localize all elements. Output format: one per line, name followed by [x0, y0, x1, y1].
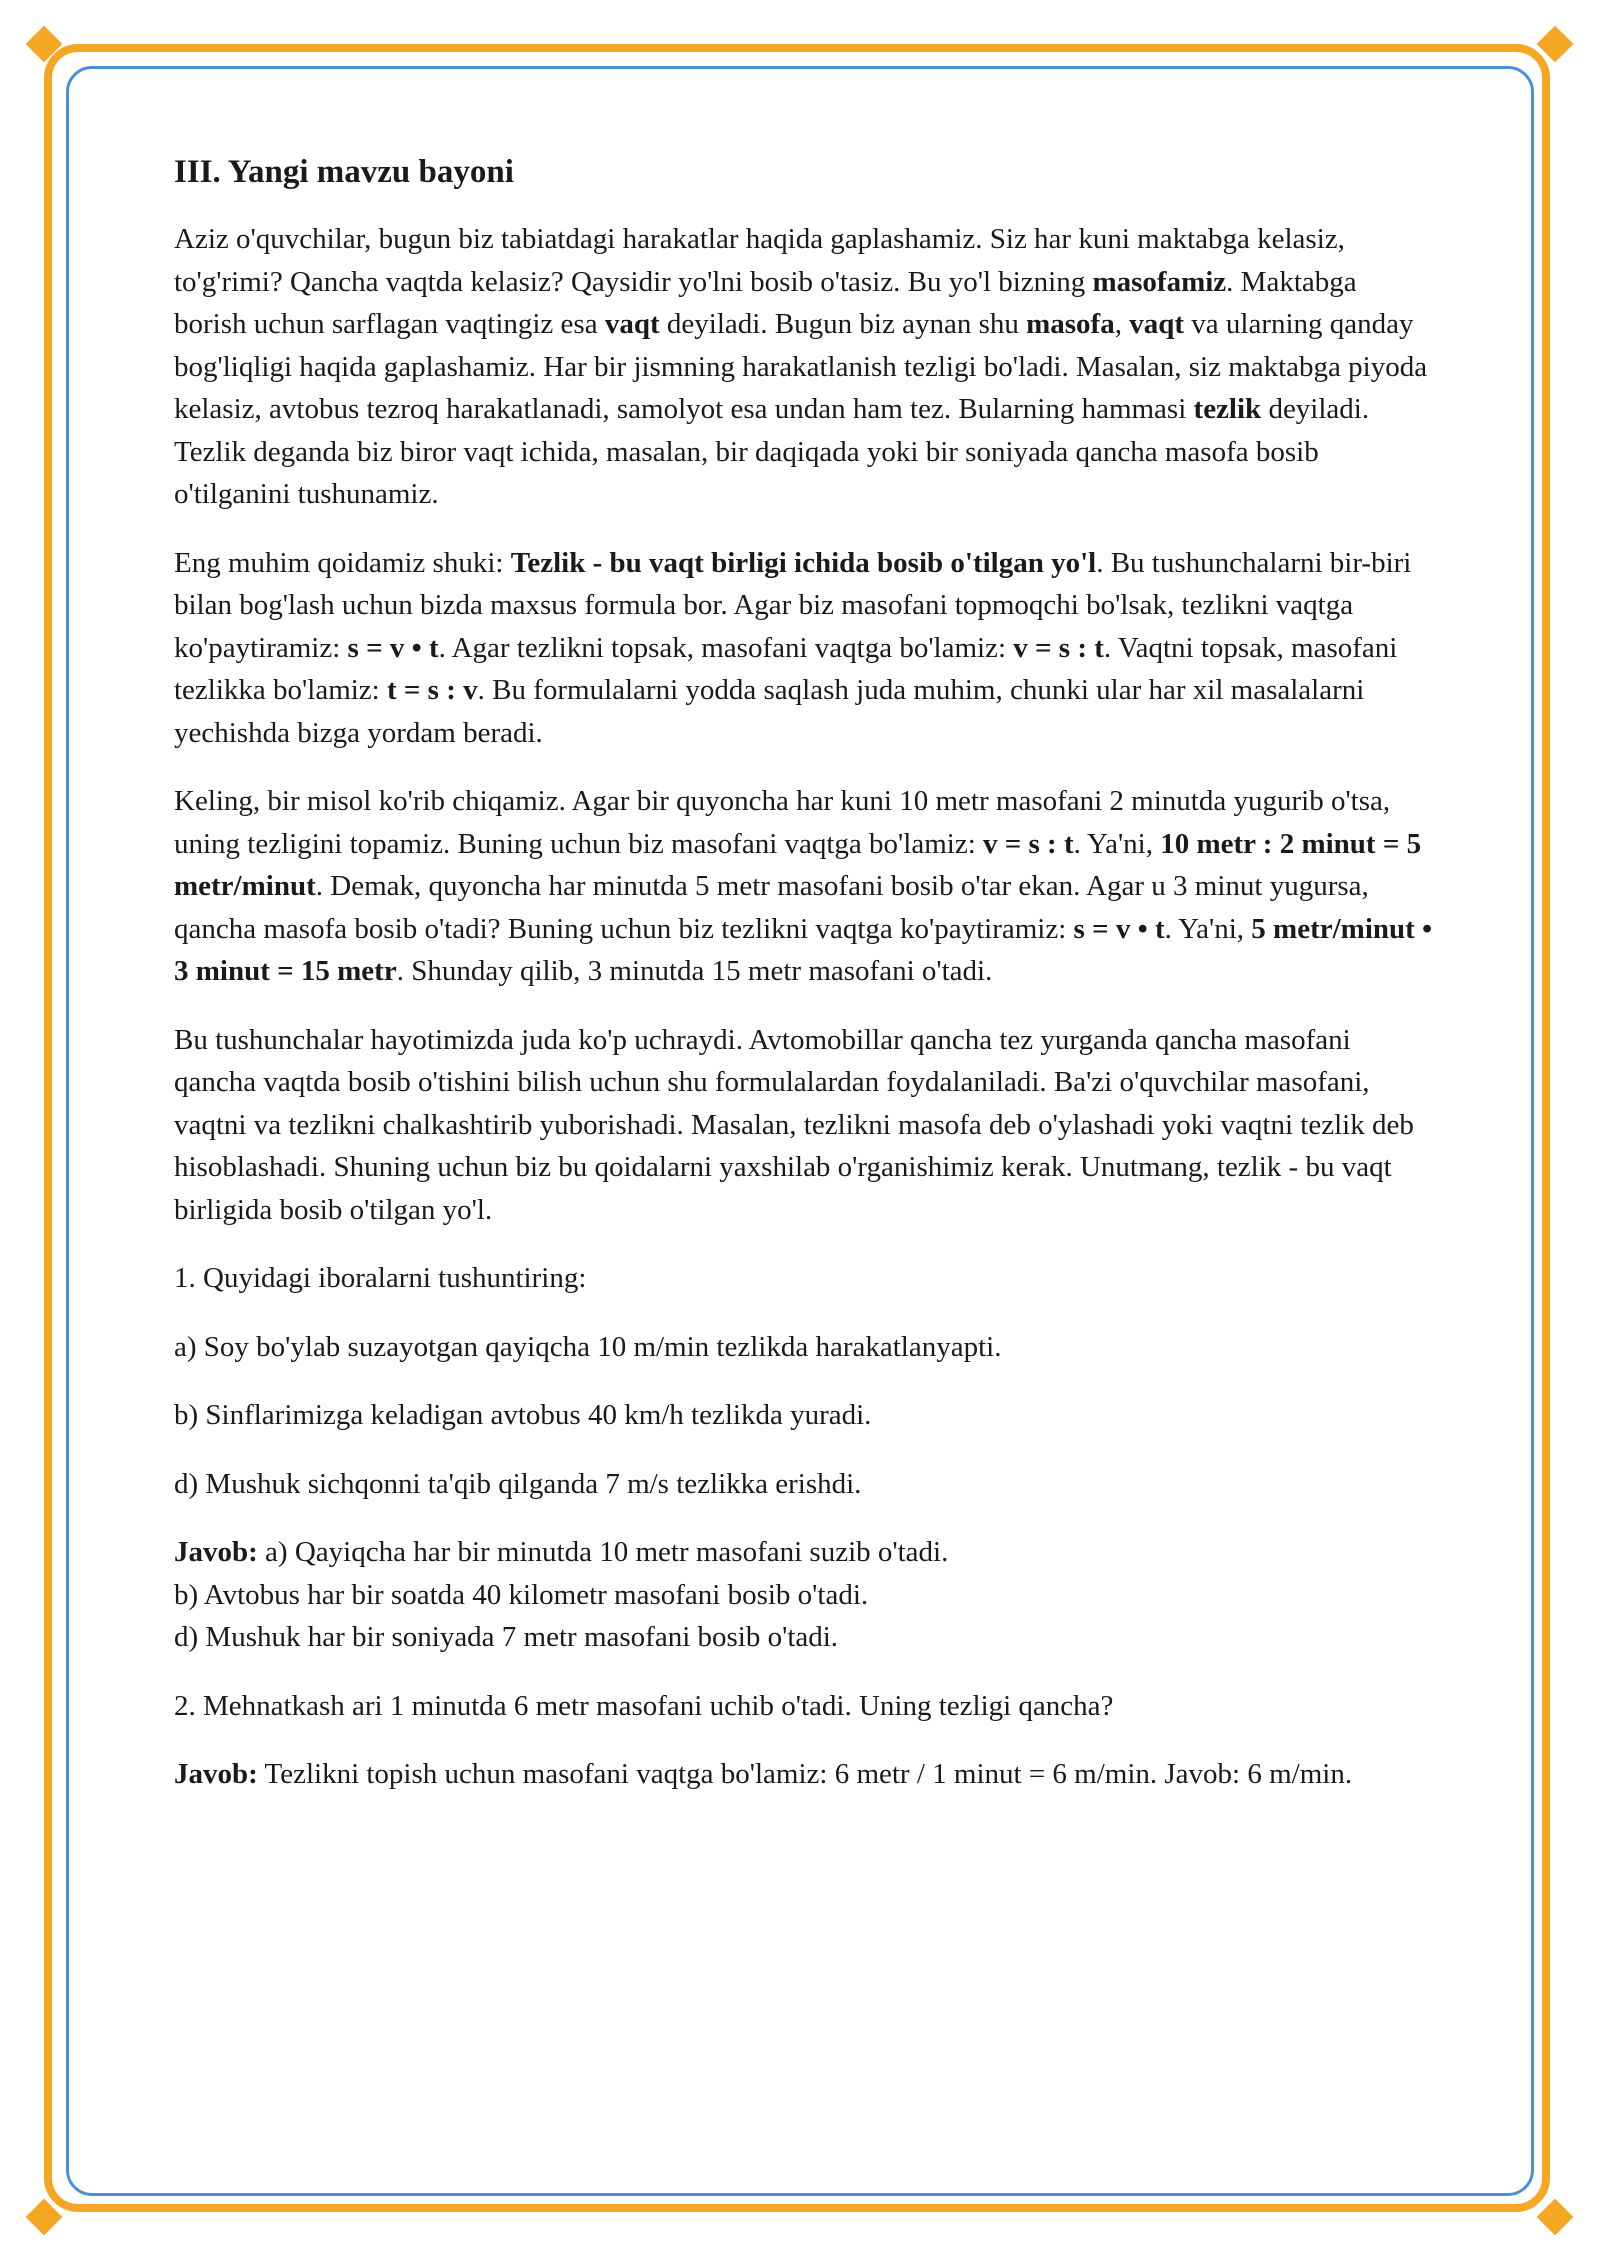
- task2-title: 2. Mehnatkash ari 1 minutda 6 metr masofani uchib o'tadi. Uning tezligi qancha?: [174, 1689, 1114, 1722]
- task2-answer: Javob: Tezlikni topish uchun masofani vaqtga bo'lamiz: 6 metr / 1 minut = 6 m/min. Javob: 6 m/min.: [174, 1758, 1353, 1790]
- task1-item-d: d) Mushuk sichqonni ta'qib qilganda 7 m/s tezlikka erishdi.: [174, 1467, 862, 1500]
- answer-label: Javob:: [174, 1758, 258, 1790]
- section-heading: III. Yangi mavzu bayoni: [174, 154, 514, 190]
- task1-answer: Javob: a) Qayiqcha har bir minutda 10 metr masofani suzib o'tadi. b) Avtobus har bir soatda 40 kilometr masofani bosib o'tadi. d) Mushuk har bir soniyada 7 metr masofani bosib o'tadi.: [174, 1536, 949, 1653]
- page-content: [174, 150, 1434, 1822]
- corner-diamond-icon: [1537, 2199, 1574, 2236]
- task1-item-a: a) Soy bo'ylab suzayotgan qayiqcha 10 m/min tezlikda harakatlanyapti.: [174, 1330, 1002, 1363]
- task1-title: 1. Quyidagi iboralarni tushuntiring:: [174, 1262, 587, 1294]
- paragraph-intro: Aziz o'quvchilar, bugun biz tabiatdagi harakatlar haqida gaplashamiz. Siz har kuni maktabga kelasiz, to'g'rimi? Qancha vaqtda kelasiz? Qaysidir yo'lni bosib o'tasiz. Bu yo'l bizning masofamiz. Maktabga borish uchun sarflagan vaqtingiz esa vaqt deyiladi. Bugun biz aynan shu masofa, vaqt va ularning qanday bog'liqligi haqida gaplashamiz. Har bir jismning harakatlanish tezligi bo'ladi. Masalan, siz maktabga piyoda kelasiz, avtobus tezroq harakatlanadi, samolyot esa undan ham tez. Bularning hammasi tezlik deyiladi. Tezlik deganda biz biror vaqt ichida, masalan, bir daqiqada yoki bir soniyada qancha masofa bosib o'tilganini tushunamiz.: [174, 223, 1428, 510]
- task1-item-b: b) Sinflarimizga keladigan avtobus 40 km/h tezlikda yuradi.: [174, 1399, 872, 1431]
- answer-label: Javob:: [174, 1536, 258, 1568]
- paragraph-usage: Bu tushunchalar hayotimizda juda ko'p uchraydi. Avtomobillar qancha tez yurganda qancha masofani qancha vaqtda bosib o'tishini bilish uchun shu formulalardan foydalaniladi. Ba'zi o'quvchilar masofani, vaqtni va tezlikni chalkashtirib yuborishadi. Masalan, tezlikni masofa deb o'ylashadi yoki vaqtni tezlik deb hisoblashadi. Shuning uchun biz bu qoidalarni yaxshilab o'rganishimiz kerak. Unutmang, tezlik - bu vaqt birligida bosib o'tilgan yo'l.: [174, 1023, 1414, 1226]
- paragraph-rule: Eng muhim qoidamiz shuki: Tezlik - bu vaqt birligi ichida bosib o'tilgan yo'l. Bu tushunchalarni bir-biri bilan bog'lash uchun bizda maxsus formula bor. Agar biz masofani topmoqchi bo'lsak, tezlikni vaqtga ko'paytiramiz: s = v • t. Agar tezlikni topsak, masofani vaqtga bo'lamiz: v = s : t. Vaqtni topsak, masofani tezlikka bo'lamiz: t = s : v. Bu formulalarni yodda saqlash juda muhim, chunki ular har xil masalalarni yechishda bizga yordam beradi.: [174, 546, 1412, 749]
- paragraph-example: Keling, bir misol ko'rib chiqamiz. Agar bir quyoncha har kuni 10 metr masofani 2 minutda yugurib o'tsa, uning tezligini topamiz. Buning uchun biz masofani vaqtga bo'lamiz: v = s : t. Ya'ni, 10 metr : 2 minut = 5 metr/minut. Demak, quyoncha har minutda 5 metr masofani bosib o'tar ekan. Agar u 3 minut yugursa, qancha masofa bosib o'tadi? Buning uchun biz tezlikni vaqtga ko'paytiramiz: s = v • t. Ya'ni, 5 metr/minut • 3 minut = 15 metr. Shunday qilib, 3 minutda 15 metr masofani o'tadi.: [174, 785, 1433, 987]
